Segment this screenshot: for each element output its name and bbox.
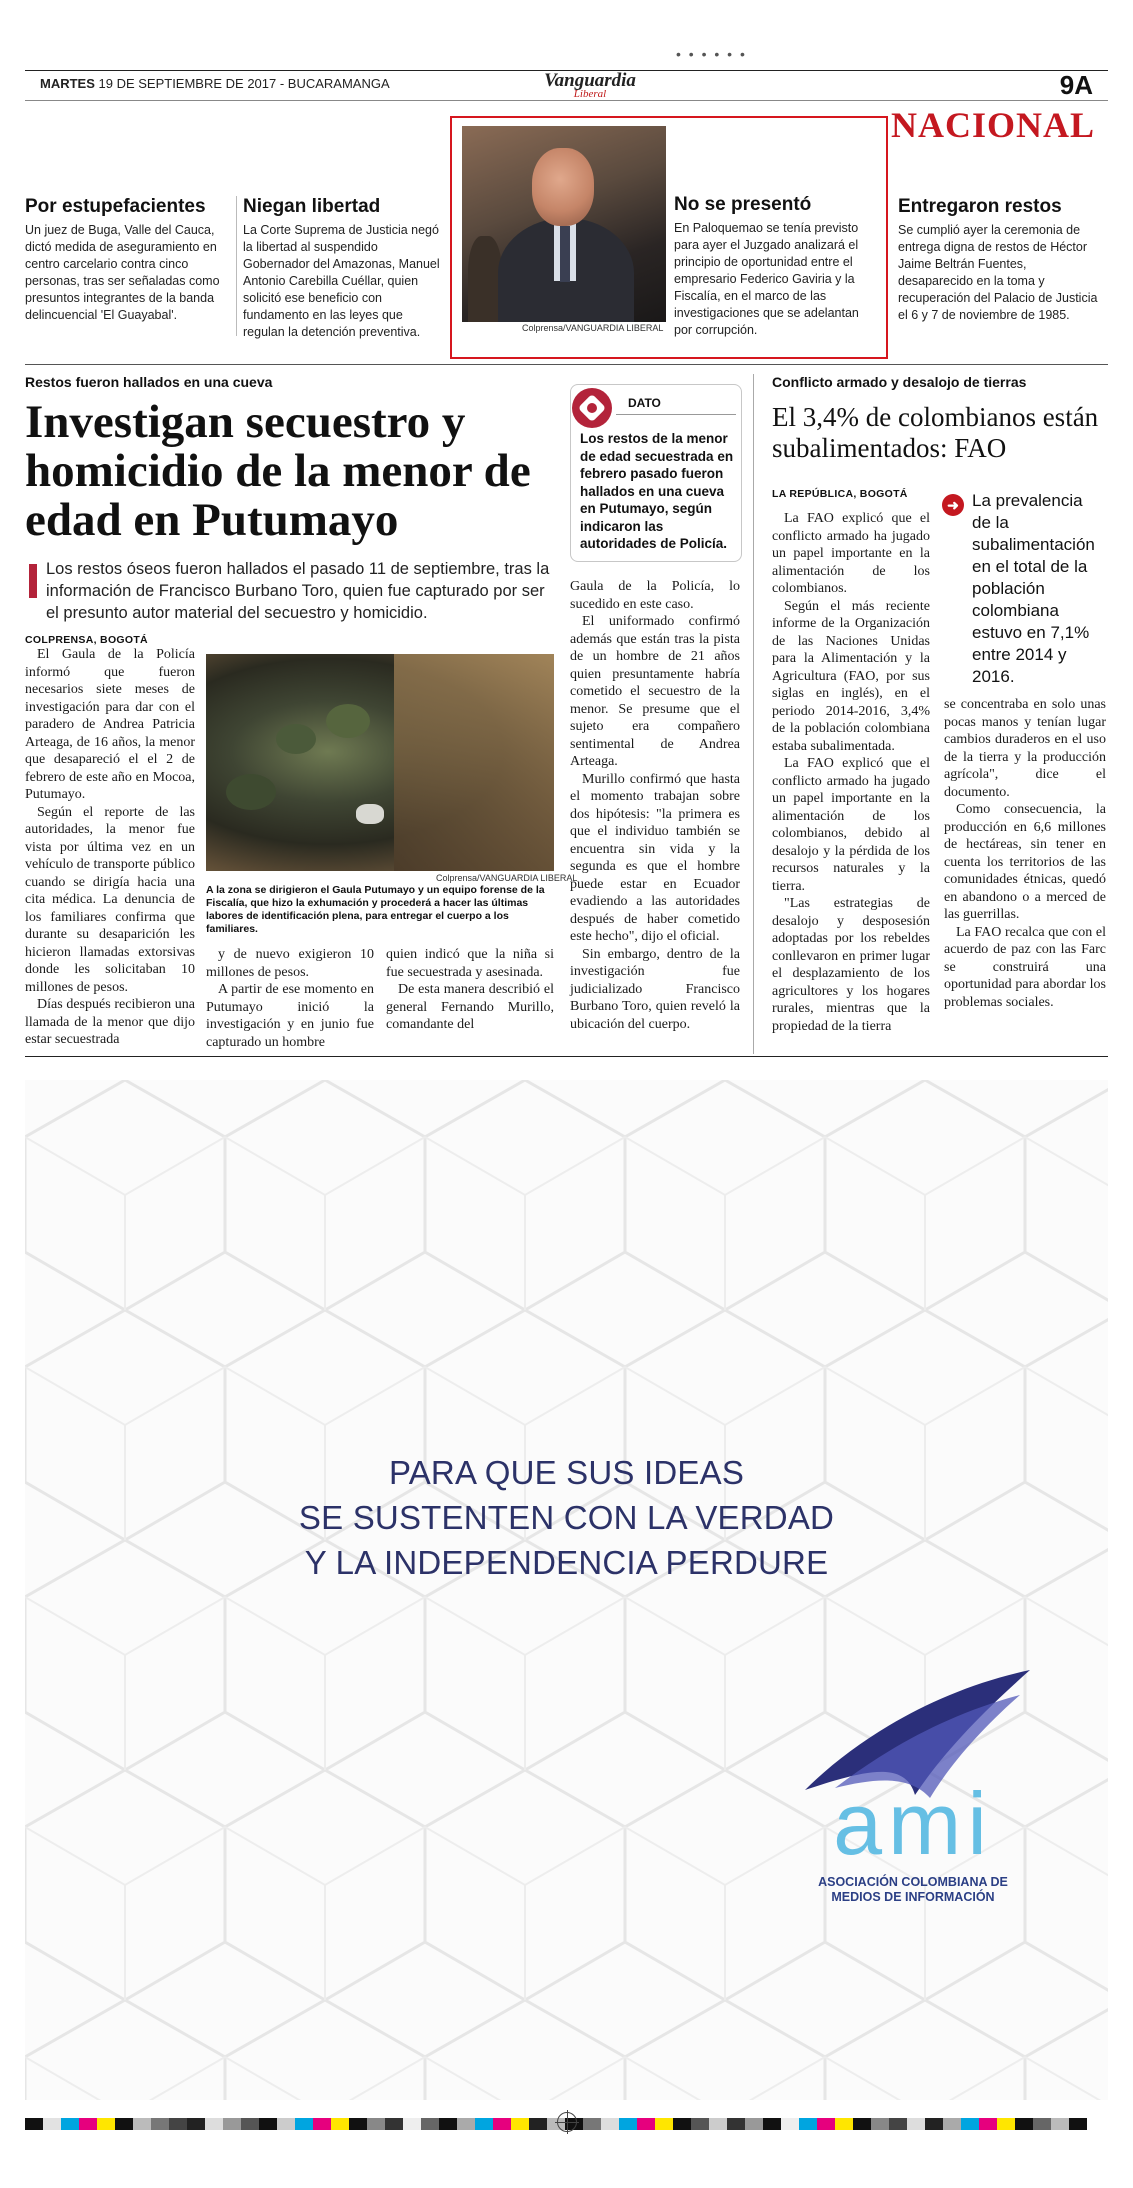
brief-text: Un juez de Buga, Valle del Cauca, dictó medida de aseguramiento en centro carcelario contra cinco personas, tras ser señaladas como presuntos integrantes de la banda delincuencial 'El Guayabal'. bbox=[25, 223, 220, 322]
paragraph: A partir de ese momento en Putumayo inició la investigación y en junio fue capturado un hombre bbox=[206, 982, 374, 1050]
paragraph: La FAO explicó que el conflicto armado ha jugado un papel importante en la alimentación de los colombianos. bbox=[772, 511, 930, 596]
dato-text: Los restos de la menor de edad secuestrada en febrero pasado fueron hallados en una cueva en Putumayo, según indicaron las autoridades de Policía. bbox=[580, 431, 734, 551]
photo-credit: Colprensa/VANGUARDIA LIBERAL bbox=[522, 323, 664, 333]
page-number: 9A bbox=[1059, 70, 1093, 100]
paragraph: "Las estrategias de desalojo y desposesión adoptadas por los rebeldes conllevaron en primer lugar el desplazamiento de los agricultores y los hogares rurales, mientras que la propiedad de la tierra bbox=[772, 896, 930, 1034]
page-date bbox=[40, 76, 390, 91]
header-bottom-rule bbox=[25, 100, 1108, 101]
registration-marks: • • • • • • bbox=[676, 46, 747, 62]
puzzle-icon bbox=[572, 388, 612, 428]
brief-text: La Corte Suprema de Justicia negó la libertad al suspendido Gobernador del Amazonas, Manuel Antonio Carebilla Cuéllar, quien solicitó ese beneficio con fundamento en las leyes que regulan la detención preventiva. bbox=[243, 223, 440, 339]
paragraph: La FAO recalca que con el acuerdo de paz con las Farc se construirá una oportunidad para abordar los problemas sociales. bbox=[944, 924, 1106, 1010]
registration-target-icon bbox=[557, 2112, 577, 2132]
hexagon-background bbox=[25, 1080, 1108, 2100]
paragraph: y de nuevo exigieron 10 millones de pesos. bbox=[206, 947, 374, 980]
brief-title: Por estupefacientes bbox=[25, 196, 206, 217]
paragraph: se concentraba en solo unas pocas manos y tenían lugar cambios duraderos en el uso de la tierra y la producción agrícola", dice el documento. bbox=[944, 697, 1106, 800]
dato-label: DATO bbox=[628, 396, 661, 410]
slogan-line: SE SUSTENTEN CON LA VERDAD bbox=[298, 1499, 835, 1536]
paragraph: Días después recibieron una llamada de la menor que dijo estar secuestrada bbox=[25, 997, 195, 1047]
photo-credit: Colprensa/VANGUARDIA LIBERAL bbox=[436, 873, 578, 883]
pull-quote: La prevalencia de la subalimentación en el total de la población colombiana estuvo en 7,1% entre 2014 y 2016. bbox=[972, 491, 1095, 686]
right-byline: LA REPÚBLICA, BOGOTÁ bbox=[772, 488, 908, 500]
column-divider bbox=[753, 374, 754, 1054]
brief-estupefacientes bbox=[25, 196, 230, 324]
advertisement bbox=[25, 1080, 1108, 2100]
main-col-2 bbox=[206, 946, 374, 1051]
paragraph: El Gaula de la Policía informó que fueron necesarios siete meses de investigación para dar con el paradero de Andrea Patricia Arteaga, de 16 años, la menor que desapareció el el 2 de febrero de este año en Mocoa, Putumayo. bbox=[25, 647, 195, 802]
brief-title: Niegan libertad bbox=[243, 196, 381, 217]
section-title: NACIONAL bbox=[890, 105, 1095, 145]
slogan-line: PARA QUE SUS IDEAS bbox=[388, 1454, 745, 1491]
right-col-2 bbox=[944, 696, 1106, 1011]
date-day: MARTES bbox=[40, 76, 95, 91]
brief-title: No se presentó bbox=[674, 194, 812, 215]
paragraph: El uniformado confirmó además que están tras la pista de un hombre de 21 años quien presuntamente habría cometido el secuestro de la menor. Se presume que el sujeto era compañero sentimental de Andrea Arteaga. bbox=[570, 614, 740, 769]
paragraph: Como consecuencia, la producción en 6,6 millones de hectáreas, sin tener en cuenta los territorios de las comunidades étnicas, quedó en abandono o a merced de las guerrillas. bbox=[944, 802, 1106, 922]
main-kicker: Restos fueron hallados en una cueva bbox=[25, 374, 273, 390]
paragraph: Gaula de la Policía, lo sucedido en este caso. bbox=[570, 579, 740, 612]
brief-title: Entregaron restos bbox=[898, 196, 1062, 217]
slogan-line: Y LA INDEPENDENCIA PERDURE bbox=[304, 1544, 829, 1581]
paragraph: La FAO explicó que el conflicto armado ha jugado un papel importante en la alimentación de los colombianos, debido al desalojo y la pérdida de los recursos naturales y la tierra. bbox=[772, 756, 930, 894]
ami-logo-text: ami bbox=[833, 1774, 993, 1873]
brief-niegan-libertad bbox=[243, 196, 443, 341]
paragraph: Según el más reciente informe de la Organización de las Naciones Unidas para la Alimentación y la Agricultura (FAO, por sus siglas en inglés), en el periodo 2014-2016, 3,4% de la población colombiana estaba subalimentada. bbox=[772, 598, 930, 754]
main-byline: COLPRENSA, BOGOTÁ bbox=[25, 634, 148, 646]
main-col-3 bbox=[386, 946, 554, 1034]
logo-sub: Liberal bbox=[573, 88, 607, 100]
paragraph: Murillo confirmó que hasta el momento trabajan sobre dos hipótesis: "la primera es que el individuo también se encuentra sin vida y la segunda es que el hombre puede estar en Ecuador evadiendo a las autoridades después de haber cometido este hecho", dijo el oficial. bbox=[570, 771, 740, 944]
right-kicker: Conflicto armado y desalojo de tierras bbox=[772, 374, 1027, 390]
main-col-4 bbox=[570, 578, 740, 1033]
main-deck: Los restos óseos fueron hallados el pasado 11 de septiembre, tras la información de Francisco Burbano Toro, quien fue capturado por ser el presunto autor material del secuestro y homicidio. bbox=[46, 560, 550, 622]
paragraph: Sin embargo, dentro de la investigación fue judicializado Francisco Burbano Toro, quien reveló la ubicación del cuerpo. bbox=[570, 946, 740, 1032]
logo-main: Vanguardia bbox=[544, 70, 636, 91]
deck-accent-bar bbox=[29, 564, 37, 598]
right-col-1 bbox=[772, 510, 930, 1035]
ami-subtitle-line: ASOCIACIÓN COLOMBIANA DE bbox=[818, 1875, 1008, 1889]
right-headline: El 3,4% de colombianos están subalimentados: FAO bbox=[772, 402, 1099, 463]
main-headline: Investigan secuestro y homicidio de la menor de edad en Putumayo bbox=[25, 396, 531, 546]
main-col-1 bbox=[25, 646, 195, 1049]
brief-separator bbox=[236, 196, 237, 336]
photo-caption: A la zona se dirigieron el Gaula Putumayo y un equipo forense de la Fiscalía, que hizo la exhumación y procederá a hacer las últimas labores de identificación plena, para entregar el cuerpo a los familiares. bbox=[206, 884, 545, 935]
paragraph: De esta manera describió el general Fernando Murillo, comandante del bbox=[386, 982, 554, 1032]
ad-slogan bbox=[25, 1450, 1108, 1585]
brief-entregaron-restos bbox=[898, 196, 1102, 324]
arrow-right-icon: ➜ bbox=[942, 494, 964, 516]
brief-photo-man bbox=[462, 126, 666, 322]
brief-text: Se cumplió ayer la ceremonia de entrega digna de restos de Héctor Jaime Beltrán Fuentes, desaparecido en la toma y recuperación del Palacio de Justicia el 6 y 7 de noviembre de 1985. bbox=[898, 223, 1098, 322]
newspaper-logo bbox=[530, 70, 650, 100]
ami-subtitle-line: MEDIOS DE INFORMACIÓN bbox=[831, 1890, 995, 1904]
brief-no-se-presento bbox=[674, 194, 879, 339]
bottom-rule bbox=[25, 1056, 1108, 1057]
dato-rule bbox=[616, 414, 736, 415]
section-divider bbox=[25, 364, 1108, 365]
brief-text: En Paloquemao se tenía previsto para ayer el Juzgado analizará el principio de oportunidad entre el empresario Federico Gaviria y la Fiscalía, en el marco de las investigaciones que se adelantan por corrupción. bbox=[674, 221, 859, 337]
cave-photo bbox=[206, 654, 554, 871]
paragraph: quien indicó que la niña si fue secuestrada y asesinada. bbox=[386, 947, 554, 980]
ami-subtitle bbox=[803, 1875, 1023, 1905]
date-rest: 19 DE SEPTIEMBRE DE 2017 - BUCARAMANGA bbox=[94, 76, 390, 91]
paragraph: Según el reporte de las autoridades, la menor fue vista por última vez en un vehículo de transporte público cuando se dirigía hacia una cita médica. La denuncia de los familiares confirma que durante su desaparición les hicieron llamadas extorsivas donde les solicitaban 10 millones de pesos. bbox=[25, 804, 195, 995]
